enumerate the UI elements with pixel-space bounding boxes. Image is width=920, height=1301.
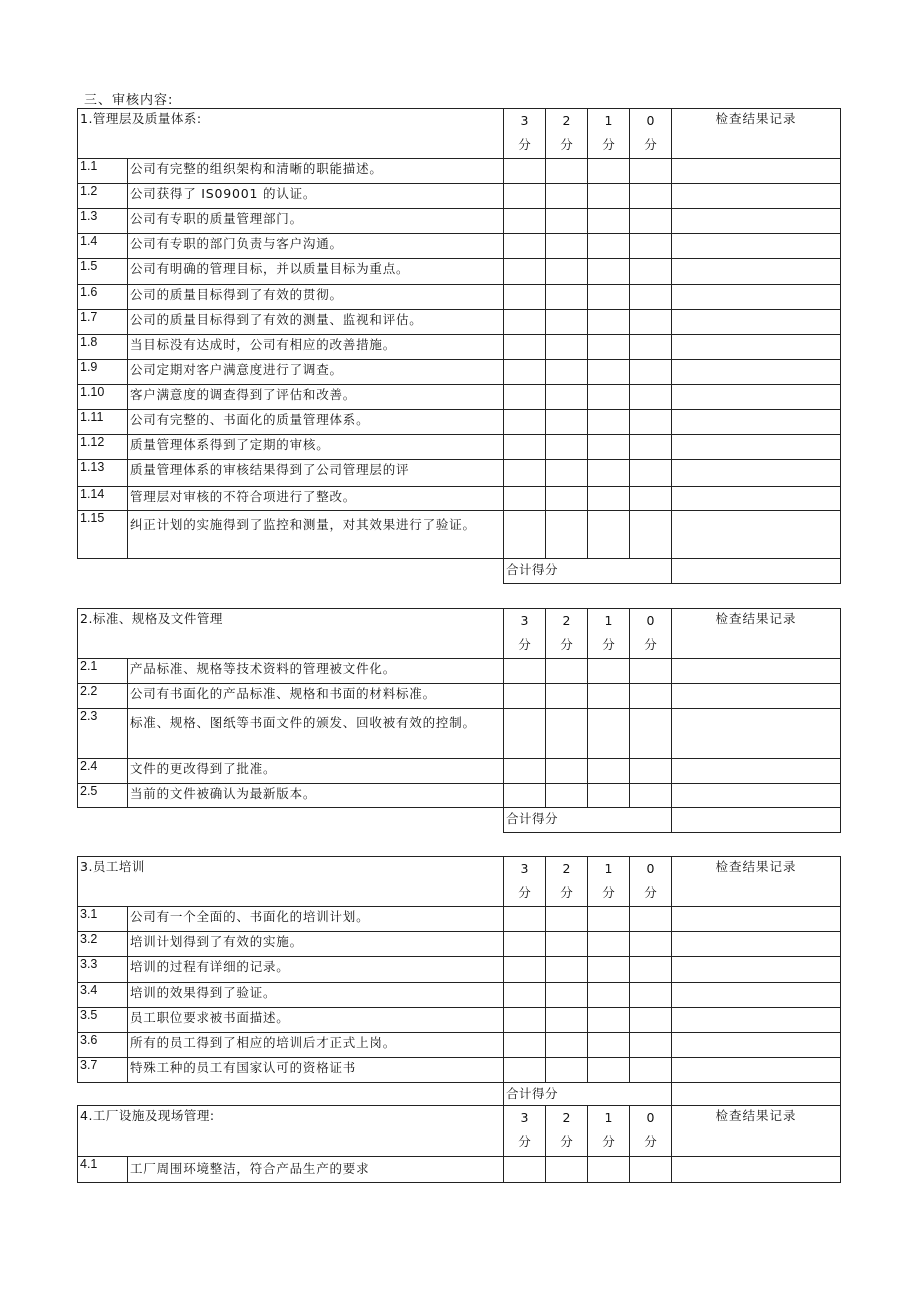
item-no: 2.3 [78, 709, 128, 759]
score-0-header: 0 分 [630, 1106, 672, 1157]
item-no: 1.4 [78, 234, 128, 259]
item-no: 3.7 [78, 1058, 128, 1083]
table-row [78, 784, 841, 808]
score-0-header: 0 分 [630, 609, 672, 659]
table-row [78, 285, 841, 310]
score-cell-2[interactable] [546, 360, 588, 385]
score-cell-3[interactable] [504, 511, 546, 559]
item-no: 1.8 [78, 335, 128, 360]
item-no: 1.13 [78, 460, 128, 487]
score-cell-3[interactable] [504, 234, 546, 259]
item-no: 1.11 [78, 410, 128, 435]
score-cell-3[interactable] [504, 335, 546, 360]
item-no: 2.4 [78, 759, 128, 784]
score-cell-0[interactable] [630, 983, 672, 1008]
section-2-table [77, 608, 841, 833]
item-no: 4.1 [78, 1157, 128, 1183]
item-no: 3.1 [78, 907, 128, 932]
item-text: 公司有专职的部门负责与客户沟通。 [128, 234, 504, 259]
total-label: 合计得分 [504, 808, 672, 833]
item-text: 质量管理体系的审核结果得到了公司管理层的评 [128, 460, 504, 487]
item-text: 所有的员工得到了相应的培训后才正式上岗。 [128, 1033, 504, 1058]
item-no: 3.3 [78, 957, 128, 983]
table-row [78, 460, 841, 487]
total-row [78, 808, 841, 833]
item-text: 公司有明确的管理目标，并以质量目标为重点。 [128, 259, 504, 285]
item-text: 当前的文件被确认为最新版本。 [128, 784, 504, 808]
item-text: 质量管理体系得到了定期的审核。 [128, 435, 504, 460]
table-row [78, 410, 841, 435]
score-cell-2[interactable] [546, 460, 588, 487]
score-cell-0[interactable] [630, 460, 672, 487]
score-3-header: 3 分 [504, 1106, 546, 1157]
item-no: 3.4 [78, 983, 128, 1008]
table-row [78, 234, 841, 259]
record-cell[interactable] [672, 511, 841, 559]
score-cell-1[interactable] [588, 410, 630, 435]
score-cell-1[interactable] [588, 759, 630, 784]
record-cell[interactable] [672, 209, 841, 234]
total-row [78, 559, 841, 584]
item-text: 工厂周围环境整洁，符合产品生产的要求 [128, 1157, 504, 1183]
score-cell-2[interactable] [546, 784, 588, 808]
score-cell-3[interactable] [504, 709, 546, 759]
score-cell-2[interactable] [546, 335, 588, 360]
record-cell[interactable] [672, 259, 841, 285]
score-cell-3[interactable] [504, 957, 546, 983]
table-row [78, 360, 841, 385]
item-no: 1.12 [78, 435, 128, 460]
score-cell-0[interactable] [630, 784, 672, 808]
score-cell-1[interactable] [588, 435, 630, 460]
score-cell-3[interactable] [504, 259, 546, 285]
table-row [78, 957, 841, 983]
score-cell-2[interactable] [546, 435, 588, 460]
total-cell[interactable] [672, 559, 841, 584]
record-cell[interactable] [672, 385, 841, 410]
score-cell-1[interactable] [588, 784, 630, 808]
score-cell-3[interactable] [504, 1008, 546, 1033]
score-cell-0[interactable] [630, 759, 672, 784]
record-cell[interactable] [672, 684, 841, 709]
record-cell[interactable] [672, 460, 841, 487]
section-title: 4.工厂设施及现场管理: [78, 1106, 504, 1157]
score-cell-2[interactable] [546, 907, 588, 932]
item-no: 1.9 [78, 360, 128, 385]
page-heading: 三、审核内容: [84, 93, 174, 108]
total-label: 合计得分 [504, 559, 672, 584]
score-cell-2[interactable] [546, 285, 588, 310]
record-cell[interactable] [672, 784, 841, 808]
item-text: 公司的质量目标得到了有效的测量、监视和评估。 [128, 310, 504, 335]
score-cell-1[interactable] [588, 209, 630, 234]
item-text: 产品标准、规格等技术资料的管理被文件化。 [128, 659, 504, 684]
score-3-header: 3 分 [504, 857, 546, 907]
record-cell[interactable] [672, 1008, 841, 1033]
table-row [78, 435, 841, 460]
record-cell[interactable] [672, 932, 841, 957]
score-cell-3[interactable] [504, 907, 546, 932]
score-cell-3[interactable] [504, 1033, 546, 1058]
score-cell-2[interactable] [546, 684, 588, 709]
score-cell-0[interactable] [630, 1033, 672, 1058]
item-text: 特殊工种的员工有国家认可的资格证书 [128, 1058, 504, 1083]
item-no: 1.2 [78, 184, 128, 209]
total-label: 合计得分 [504, 1083, 672, 1106]
score-cell-2[interactable] [546, 234, 588, 259]
item-no: 1.14 [78, 487, 128, 511]
score-cell-1[interactable] [588, 385, 630, 410]
score-1-header: 1 分 [588, 857, 630, 907]
record-header: 检查结果记录 [672, 857, 841, 907]
score-cell-3[interactable] [504, 159, 546, 184]
score-0-header: 0 分 [630, 109, 672, 159]
item-no: 1.1 [78, 159, 128, 184]
score-3-header: 3 分 [504, 109, 546, 159]
item-text: 客户满意度的调查得到了评估和改善。 [128, 385, 504, 410]
score-cell-0[interactable] [630, 511, 672, 559]
score-cell-1[interactable] [588, 659, 630, 684]
score-cell-3[interactable] [504, 932, 546, 957]
record-cell[interactable] [672, 285, 841, 310]
score-cell-3[interactable] [504, 759, 546, 784]
item-no: 2.1 [78, 659, 128, 684]
score-cell-1[interactable] [588, 360, 630, 385]
score-cell-1[interactable] [588, 684, 630, 709]
item-no: 3.5 [78, 1008, 128, 1033]
item-text: 公司有专职的质量管理部门。 [128, 209, 504, 234]
score-cell-1[interactable] [588, 907, 630, 932]
table-row [78, 983, 841, 1008]
score-cell-1[interactable] [588, 259, 630, 285]
record-cell[interactable] [672, 234, 841, 259]
table-row [78, 259, 841, 285]
item-text: 公司有完整的组织架构和清晰的职能描述。 [128, 159, 504, 184]
score-1-header: 1 分 [588, 1106, 630, 1157]
table-row [78, 209, 841, 234]
score-cell-3[interactable] [504, 310, 546, 335]
score-cell-3[interactable] [504, 460, 546, 487]
item-text: 管理层对审核的不符合项进行了整改。 [128, 487, 504, 511]
score-cell-2[interactable] [546, 1058, 588, 1083]
item-text: 纠正计划的实施得到了监控和测量，对其效果进行了验证。 [128, 511, 504, 559]
score-cell-0[interactable] [630, 957, 672, 983]
score-cell-3[interactable] [504, 385, 546, 410]
section-1-table [77, 108, 841, 584]
score-cell-0[interactable] [630, 310, 672, 335]
score-cell-2[interactable] [546, 487, 588, 511]
table-row [78, 335, 841, 360]
item-no: 2.5 [78, 784, 128, 808]
total-cell[interactable] [672, 808, 841, 833]
table-row [78, 487, 841, 511]
item-no: 1.3 [78, 209, 128, 234]
record-cell[interactable] [672, 1058, 841, 1083]
score-cell-3[interactable] [504, 184, 546, 209]
item-text: 公司获得了 IS09001 的认证。 [128, 184, 504, 209]
score-cell-2[interactable] [546, 259, 588, 285]
item-no: 1.10 [78, 385, 128, 410]
record-cell[interactable] [672, 335, 841, 360]
score-cell-0[interactable] [630, 1157, 672, 1183]
score-cell-1[interactable] [588, 932, 630, 957]
table-row [78, 511, 841, 559]
score-cell-3[interactable] [504, 659, 546, 684]
score-cell-2[interactable] [546, 1008, 588, 1033]
score-cell-3[interactable] [504, 784, 546, 808]
item-text: 文件的更改得到了批准。 [128, 759, 504, 784]
score-cell-3[interactable] [504, 684, 546, 709]
score-1-header: 1 分 [588, 609, 630, 659]
item-text: 培训计划得到了有效的实施。 [128, 932, 504, 957]
score-cell-0[interactable] [630, 234, 672, 259]
score-2-header: 2 分 [546, 1106, 588, 1157]
item-no: 3.6 [78, 1033, 128, 1058]
score-cell-1[interactable] [588, 487, 630, 511]
section-title: 3.员工培训 [78, 857, 504, 907]
total-cell[interactable] [672, 1083, 841, 1106]
score-cell-1[interactable] [588, 983, 630, 1008]
item-text: 标准、规格、图纸等书面文件的颁发、回收被有效的控制。 [128, 709, 504, 759]
score-cell-1[interactable] [588, 285, 630, 310]
score-2-header: 2 分 [546, 609, 588, 659]
record-cell[interactable] [672, 1033, 841, 1058]
score-cell-2[interactable] [546, 759, 588, 784]
record-cell[interactable] [672, 360, 841, 385]
score-cell-2[interactable] [546, 957, 588, 983]
record-cell[interactable] [672, 659, 841, 684]
record-cell[interactable] [672, 759, 841, 784]
score-cell-2[interactable] [546, 983, 588, 1008]
score-0-header: 0 分 [630, 857, 672, 907]
table-row [78, 1008, 841, 1033]
score-cell-2[interactable] [546, 1033, 588, 1058]
table-row [78, 907, 841, 932]
record-cell[interactable] [672, 310, 841, 335]
record-header: 检查结果记录 [672, 609, 841, 659]
score-cell-1[interactable] [588, 709, 630, 759]
score-cell-2[interactable] [546, 932, 588, 957]
score-cell-2[interactable] [546, 659, 588, 684]
table-row [78, 310, 841, 335]
score-cell-3[interactable] [504, 1157, 546, 1183]
table-row [78, 159, 841, 184]
table-row [78, 932, 841, 957]
section-title: 1.管理层及质量体系: [78, 109, 504, 159]
score-cell-2[interactable] [546, 159, 588, 184]
score-cell-1[interactable] [588, 184, 630, 209]
item-no: 1.7 [78, 310, 128, 335]
item-no: 2.2 [78, 684, 128, 709]
score-cell-2[interactable] [546, 410, 588, 435]
score-cell-2[interactable] [546, 1157, 588, 1183]
table-row [78, 184, 841, 209]
section-3-4-table [77, 856, 841, 1183]
score-cell-1[interactable] [588, 1157, 630, 1183]
score-cell-3[interactable] [504, 983, 546, 1008]
table-row [78, 684, 841, 709]
record-cell[interactable] [672, 159, 841, 184]
score-cell-1[interactable] [588, 1008, 630, 1033]
record-cell[interactable] [672, 957, 841, 983]
record-cell[interactable] [672, 709, 841, 759]
score-cell-1[interactable] [588, 1033, 630, 1058]
score-cell-0[interactable] [630, 285, 672, 310]
score-cell-2[interactable] [546, 511, 588, 559]
score-cell-3[interactable] [504, 410, 546, 435]
score-3-header: 3 分 [504, 609, 546, 659]
item-no: 1.15 [78, 511, 128, 559]
record-cell[interactable] [672, 435, 841, 460]
score-cell-2[interactable] [546, 209, 588, 234]
score-cell-1[interactable] [588, 159, 630, 184]
item-text: 培训的过程有详细的记录。 [128, 957, 504, 983]
score-cell-2[interactable] [546, 709, 588, 759]
score-cell-1[interactable] [588, 511, 630, 559]
score-cell-1[interactable] [588, 1058, 630, 1083]
record-header: 检查结果记录 [672, 109, 841, 159]
score-cell-2[interactable] [546, 310, 588, 335]
item-text: 公司定期对客户满意度进行了调查。 [128, 360, 504, 385]
record-cell[interactable] [672, 1157, 841, 1183]
score-cell-3[interactable] [504, 285, 546, 310]
record-cell[interactable] [672, 410, 841, 435]
table-row [78, 659, 841, 684]
score-cell-0[interactable] [630, 709, 672, 759]
score-2-header: 2 分 [546, 109, 588, 159]
score-cell-1[interactable] [588, 234, 630, 259]
score-cell-2[interactable] [546, 184, 588, 209]
score-cell-0[interactable] [630, 385, 672, 410]
score-cell-3[interactable] [504, 435, 546, 460]
score-cell-3[interactable] [504, 1058, 546, 1083]
score-cell-0[interactable] [630, 1008, 672, 1033]
score-cell-1[interactable] [588, 460, 630, 487]
total-row [78, 1083, 841, 1106]
table-row [78, 1058, 841, 1083]
item-text: 公司有一个全面的、书面化的培训计划。 [128, 907, 504, 932]
score-cell-0[interactable] [630, 335, 672, 360]
item-no: 3.2 [78, 932, 128, 957]
score-cell-0[interactable] [630, 435, 672, 460]
record-cell[interactable] [672, 487, 841, 511]
score-2-header: 2 分 [546, 857, 588, 907]
item-text: 培训的效果得到了验证。 [128, 983, 504, 1008]
score-cell-1[interactable] [588, 957, 630, 983]
table-row [78, 709, 841, 759]
table-row [78, 759, 841, 784]
score-cell-1[interactable] [588, 310, 630, 335]
table-row [78, 1033, 841, 1058]
score-cell-2[interactable] [546, 385, 588, 410]
score-cell-0[interactable] [630, 907, 672, 932]
score-1-header: 1 分 [588, 109, 630, 159]
section-title: 2.标准、规格及文件管理 [78, 609, 504, 659]
item-text: 公司有书面化的产品标准、规格和书面的材料标准。 [128, 684, 504, 709]
record-header: 检查结果记录 [672, 1106, 841, 1157]
table-row [78, 385, 841, 410]
score-cell-0[interactable] [630, 932, 672, 957]
item-text: 当目标没有达成时，公司有相应的改善措施。 [128, 335, 504, 360]
record-cell[interactable] [672, 184, 841, 209]
record-cell[interactable] [672, 907, 841, 932]
score-cell-0[interactable] [630, 684, 672, 709]
score-cell-0[interactable] [630, 410, 672, 435]
score-cell-3[interactable] [504, 360, 546, 385]
score-cell-0[interactable] [630, 159, 672, 184]
item-no: 1.5 [78, 259, 128, 285]
score-cell-0[interactable] [630, 487, 672, 511]
score-cell-0[interactable] [630, 1058, 672, 1083]
item-text: 员工职位要求被书面描述。 [128, 1008, 504, 1033]
score-cell-3[interactable] [504, 487, 546, 511]
score-cell-0[interactable] [630, 184, 672, 209]
score-cell-0[interactable] [630, 360, 672, 385]
score-cell-0[interactable] [630, 659, 672, 684]
item-text: 公司的质量目标得到了有效的贯彻。 [128, 285, 504, 310]
score-cell-0[interactable] [630, 259, 672, 285]
record-cell[interactable] [672, 983, 841, 1008]
item-no: 1.6 [78, 285, 128, 310]
table-row [78, 1157, 841, 1183]
score-cell-1[interactable] [588, 335, 630, 360]
item-text: 公司有完整的、书面化的质量管理体系。 [128, 410, 504, 435]
score-cell-3[interactable] [504, 209, 546, 234]
score-cell-0[interactable] [630, 209, 672, 234]
